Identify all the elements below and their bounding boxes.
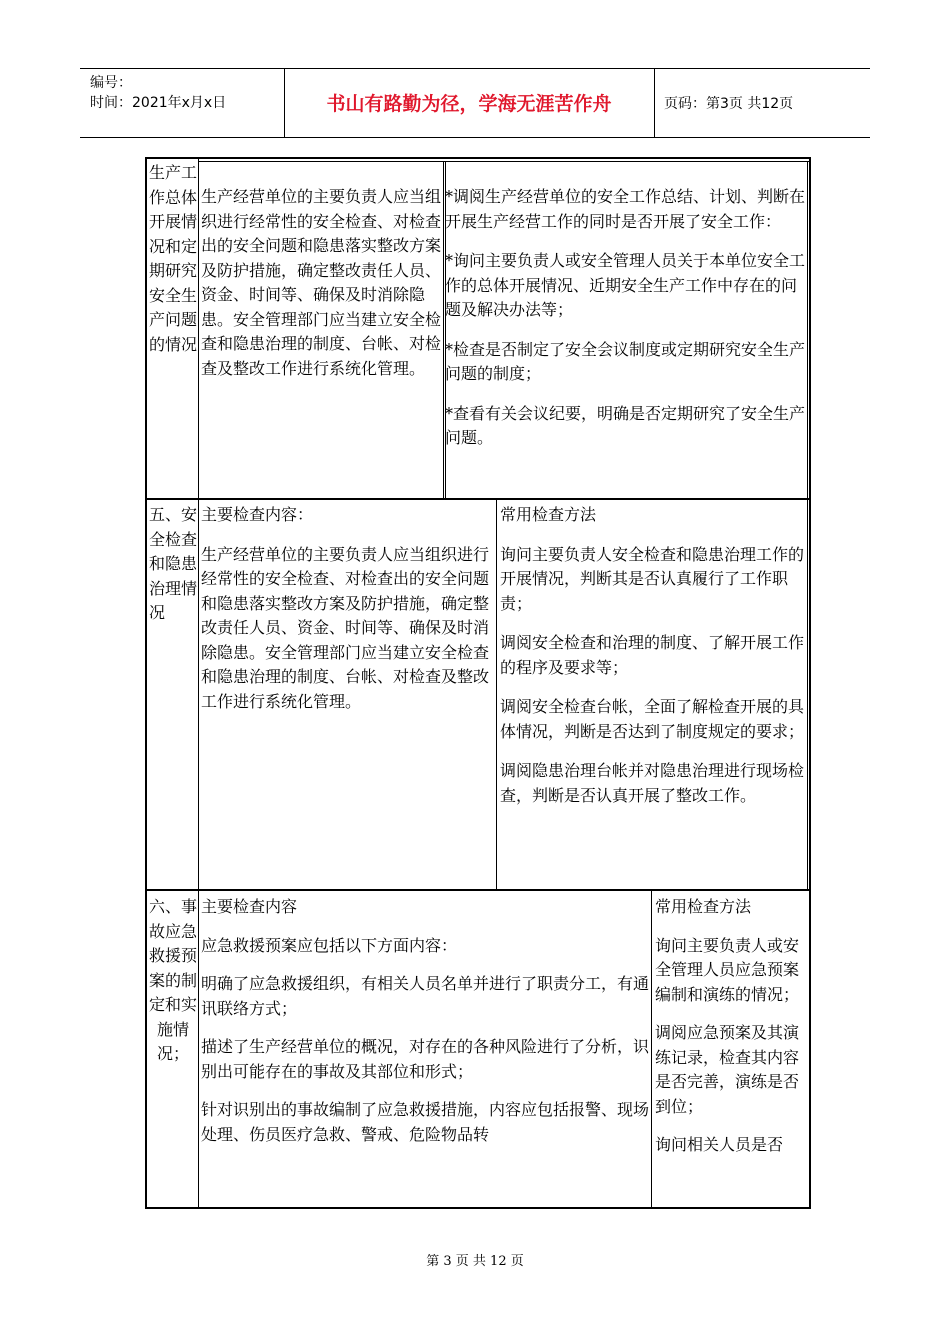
method-item: 调阅安全检查台帐，全面了解检查开展的具体情况，判断是否达到了制度规定的要求； [500, 697, 805, 741]
methods-heading: 常用检查方法 [500, 505, 597, 524]
document-number: 编号： [90, 75, 132, 91]
header-meta [90, 73, 226, 113]
section4-methods [445, 185, 809, 498]
grid-line [147, 498, 809, 500]
grid-line [807, 500, 808, 889]
content-text: 生产经营单位的主要负责人应当组织进行经常性的安全检查、对检查出的安全问题和隐患落实整改方案及防护措施，确定整改责任人员、资金、时间等、确保及时消除隐患。安全管理部门应当建立安全检查和隐患治理的制度、台帐、对检查及整改工作进行系统化管理。 [201, 544, 490, 711]
method-item: 调阅安全检查和治理的制度、了解开展工作的程序及要求等； [500, 633, 805, 677]
content-text: 针对识别出的事故编制了应急救援措施，内容应包括报警、现场处理、伤员医疗急救、警戒、危险物品转 [201, 1100, 649, 1144]
content-text: 明确了应急救援组织，有相关人员名单并进行了职责分工，有通讯联络方式； [201, 974, 649, 1018]
section6-methods [655, 895, 809, 1207]
grid-line [496, 500, 497, 889]
grid-line [198, 159, 199, 1207]
grid-line [651, 891, 652, 1207]
section5-title: 五、安全检查和隐患治理情况 [149, 505, 197, 622]
content-text: 描述了生产经营单位的概况，对存在的各种风险进行了分析，识别出可能存在的事故及其部位和形式； [201, 1037, 649, 1081]
method-item: 调阅应急预案及其演练记录，检查其内容是否完善，演练是否到位； [655, 1023, 800, 1116]
content-text: 应急救援预案应包括以下方面内容： [201, 935, 458, 955]
header-page-info: 页码：第3页 共12页 [664, 96, 794, 112]
content-heading: 主要检查内容： [201, 505, 314, 524]
header-motto: 书山有路勤为径，学海无涯苦作舟 [326, 93, 612, 115]
section4-content: 生产经营单位的主要负责人应当组织进行经常性的安全检查、对检查出的安全问题和隐患落实整改方案及防护措施，确定整改责任人员、资金、时间等、确保及时消除隐患。安全管理部门应当建立安全检查和隐患治理的制度、台帐、对检查及整改工作进行系统化管理。 [201, 187, 441, 378]
method-item: *查看有关会议纪要，明确是否定期研究了安全生产问题。 [445, 403, 806, 447]
grid-line [198, 161, 809, 162]
section5-methods [500, 503, 806, 887]
grid-line [147, 889, 809, 891]
method-item: 调阅隐患治理台帐并对隐患治理进行现场检查，判断是否认真开展了整改工作。 [500, 761, 805, 805]
method-item: *调阅生产经营单位的安全工作总结、计划、判断在开展生产经营工作的同时是否开展了安全工作： [445, 187, 806, 231]
page-header [80, 68, 870, 138]
inspection-table [145, 157, 811, 1209]
document-time: 时间：2021年x月x日 [90, 95, 227, 111]
section5-content [201, 503, 493, 883]
method-item: 询问主要负责人安全检查和隐患治理工作的开展情况，判断其是否认真履行了工作职责； [500, 544, 805, 613]
methods-heading: 常用检查方法 [655, 897, 752, 916]
page-footer: 第 3 页 共 12 页 [426, 1254, 524, 1269]
header-divider [654, 69, 655, 137]
section6-title: 六、事故应急救援预案的制定和实施情况； [149, 897, 197, 1063]
content-heading: 主要检查内容 [201, 897, 298, 916]
grid-line [443, 161, 444, 498]
method-item: 询问主要负责人或安全管理人员应急预案编制和演练的情况； [655, 935, 800, 1004]
method-item: *询问主要负责人或安全管理人员关于本单位安全工作的总体开展情况、近期安全生产工作中存在的问题及解决办法等； [445, 251, 806, 319]
method-item: 询问相关人员是否 [655, 1135, 784, 1154]
section6-content [201, 895, 649, 1207]
section4-title: 生产工作总体开展情况和定期研究安全生产问题的情况 [149, 163, 197, 354]
method-item: *检查是否制定了安全会议制度或定期研究安全生产问题的制度； [445, 339, 806, 383]
